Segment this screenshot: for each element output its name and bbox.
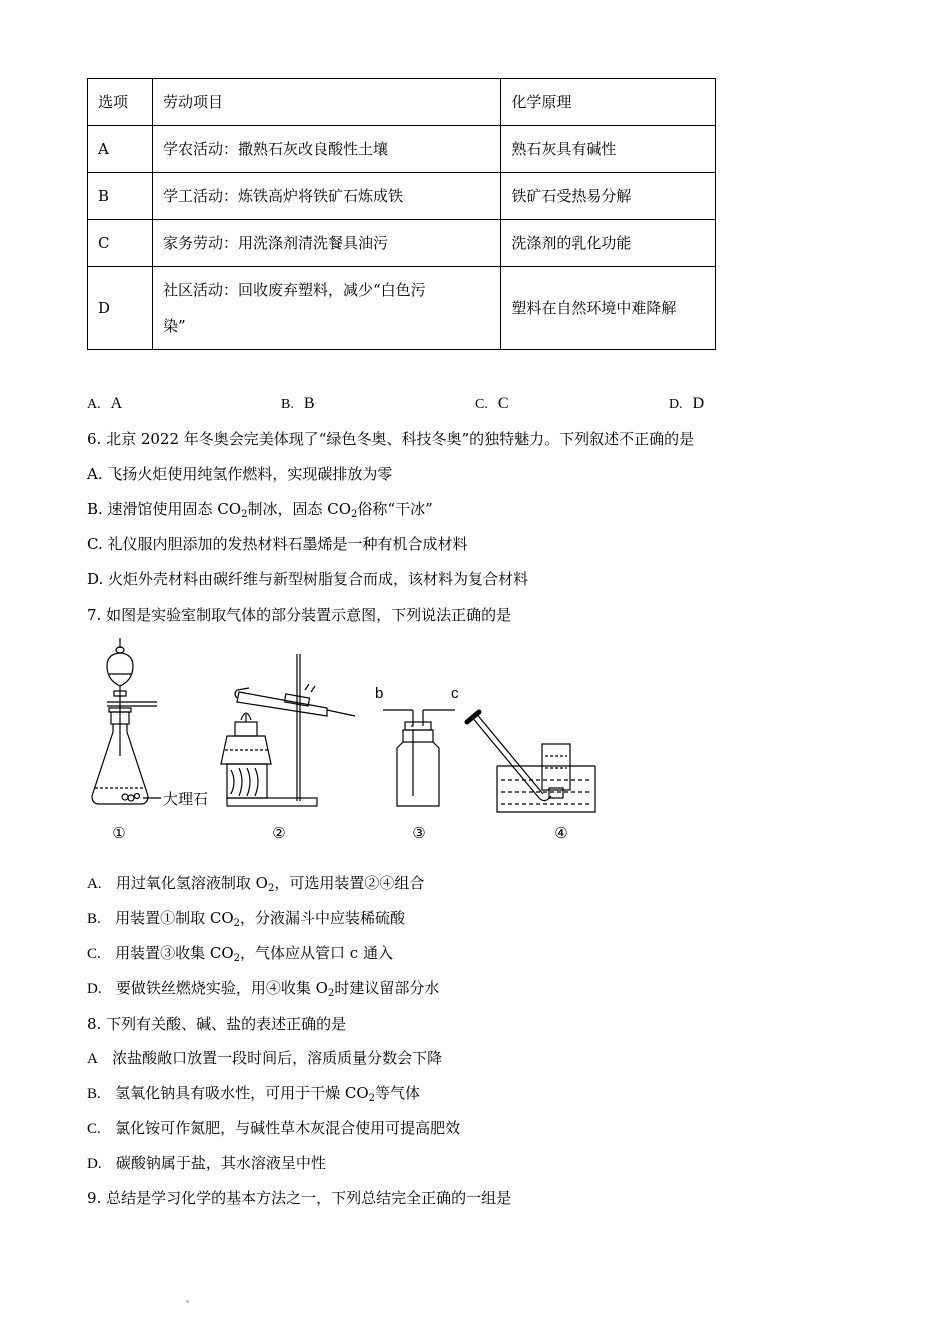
table-row <box>88 220 716 267</box>
apparatus-3 <box>375 685 459 806</box>
choice-key: B. <box>281 397 294 412</box>
option-key: C. <box>87 1121 101 1137</box>
q6-option-a[interactable]: A. 飞扬火炬使用纯氢作燃料，实现碳排放为零 <box>87 465 393 483</box>
row-item: 学工活动：炼铁高炉将铁矿石炼成铁 <box>152 173 500 220</box>
q8-stem: 8. 下列有关酸、碱、盐的表述正确的是 <box>87 1015 347 1033</box>
q8-option-b[interactable] <box>87 1082 420 1104</box>
row-key: A <box>88 126 153 173</box>
q7-option-a[interactable] <box>87 872 424 894</box>
apparatus-label-3: ③ <box>412 825 426 842</box>
option-key: D. <box>87 1156 102 1172</box>
row-key: D <box>88 267 153 350</box>
q7-stem: 7. 如图是实验室制取气体的部分装置示意图，下列说法正确的是 <box>87 606 512 624</box>
q5-choice-b[interactable] <box>281 394 315 413</box>
row-item: 学农活动：撒熟石灰改良酸性土壤 <box>152 126 500 173</box>
row-reason: 塑料在自然环境中难降解 <box>501 267 716 350</box>
subscript: 2 <box>351 509 358 520</box>
choice-value: C <box>497 395 509 412</box>
text: ，分液漏斗中应装稀硫酸 <box>240 909 406 927</box>
choice-value: B <box>303 395 315 412</box>
option-key: B. <box>87 911 101 927</box>
option-key: D. <box>87 981 102 997</box>
marble-label: 大理石 <box>163 791 209 808</box>
option-key: A. <box>87 876 102 892</box>
apparatus-4 <box>467 712 595 812</box>
text: 时建议留部分水 <box>334 979 440 997</box>
row-item: 家务劳动：用洗涤剂清洗餐具油污 <box>152 220 500 267</box>
subscript: 2 <box>327 988 335 999</box>
q9-stem: 9. 总结是学习化学的基本方法之一，下列总结完全正确的一组是 <box>87 1189 512 1207</box>
tube-c-label: c <box>451 685 459 702</box>
q8-option-a[interactable] <box>87 1047 442 1068</box>
q8-option-c[interactable] <box>87 1117 460 1138</box>
row-item-line: 染” <box>162 317 186 335</box>
row-reason: 洗涤剂的乳化功能 <box>501 220 716 267</box>
text: B. 速滑馆使用固态 CO <box>87 500 242 518</box>
q6-option-b[interactable] <box>87 498 433 520</box>
choice-value: D <box>692 395 705 412</box>
text: 等气体 <box>375 1084 421 1102</box>
header-cell: 化学原理 <box>501 79 716 126</box>
q5-choice-c[interactable] <box>475 394 509 413</box>
apparatus-2 <box>221 654 355 806</box>
header-cell: 选项 <box>88 79 153 126</box>
subscript: 2 <box>233 918 240 929</box>
apparatus-label-4: ④ <box>554 825 568 842</box>
q7-option-d[interactable] <box>87 977 439 999</box>
text: ，气体应从管口 c 通入 <box>240 944 393 962</box>
q7-option-c[interactable] <box>87 942 393 964</box>
table-header-row <box>88 79 716 126</box>
table-row <box>88 173 716 220</box>
text: 浓盐酸敞口放置一段时间后，溶质质量分数会下降 <box>112 1049 443 1067</box>
subscript: 2 <box>267 883 275 894</box>
apparatus-1 <box>92 638 161 804</box>
q5-choice-a[interactable] <box>87 394 122 413</box>
option-key: A <box>87 1051 98 1067</box>
table-row <box>88 126 716 173</box>
row-reason: 熟石灰具有碱性 <box>501 126 716 173</box>
choice-key: C. <box>475 397 488 412</box>
text: 用装置③收集 CO <box>115 944 234 962</box>
row-key: C <box>88 220 153 267</box>
row-item-line: 社区活动：回收废弃塑料，减少“白色污 <box>162 281 426 299</box>
text: 制冰，固态 CO <box>247 500 352 518</box>
subscript: 2 <box>233 953 240 964</box>
q7-option-b[interactable] <box>87 907 405 929</box>
choice-value: A <box>110 395 123 412</box>
q8-option-d[interactable] <box>87 1152 326 1173</box>
text: 用过氧化氢溶液制取 O <box>115 874 268 892</box>
row-reason: 铁矿石受热易分解 <box>501 173 716 220</box>
row-item <box>152 267 500 350</box>
apparatus-label-1: ① <box>112 825 126 842</box>
page-mark <box>186 1300 189 1303</box>
apparatus-label-2: ② <box>272 825 286 842</box>
text: 碳酸钠属于盐，其水溶液呈中性 <box>115 1154 326 1172</box>
q6-stem: 6. 北京 2022 年冬奥会完美体现了“绿色冬奥、科技冬奥”的独特魅力。下列叙述不正确的是 <box>87 430 695 448</box>
subscript: 2 <box>368 1093 375 1104</box>
q6-option-c[interactable]: C. 礼仪服内胆添加的发热材料石墨烯是一种有机合成材料 <box>87 535 468 553</box>
choice-key: D. <box>669 397 683 412</box>
subscript: 2 <box>241 509 248 520</box>
q6-option-d[interactable]: D. 火炬外壳材料由碳纤维与新型树脂复合而成，该材料为复合材料 <box>87 570 529 588</box>
header-cell: 劳动项目 <box>152 79 500 126</box>
text: ，可选用装置②④组合 <box>274 874 425 892</box>
option-key: C. <box>87 946 101 962</box>
text: 氢氧化钠具有吸水性，可用于干燥 CO <box>115 1084 369 1102</box>
apparatus-figure <box>87 636 607 846</box>
options-table <box>87 78 716 350</box>
row-key: B <box>88 173 153 220</box>
tube-b-label: b <box>375 685 384 702</box>
table-row <box>88 267 716 350</box>
choice-key: A. <box>87 397 101 412</box>
text: 要做铁丝燃烧实验，用④收集 O <box>115 979 328 997</box>
text: 俗称“干冰” <box>357 500 433 518</box>
text: 用装置①制取 CO <box>115 909 234 927</box>
q5-choice-d[interactable] <box>669 394 704 413</box>
text: 氯化铵可作氮肥，与碱性草木灰混合使用可提高肥效 <box>115 1119 461 1137</box>
option-key: B. <box>87 1086 101 1102</box>
